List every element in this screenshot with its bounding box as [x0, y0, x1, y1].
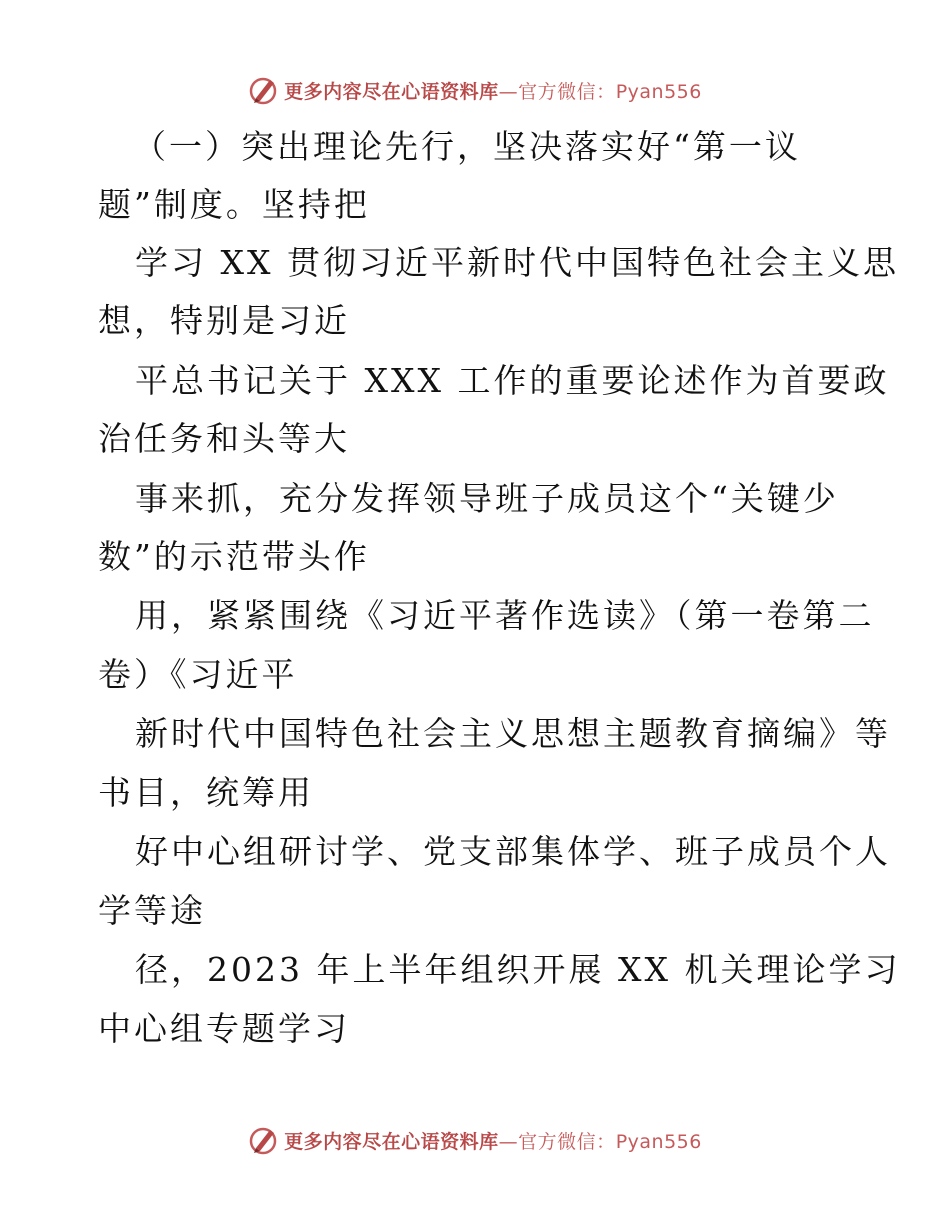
body-line: 卷）《习近平: [98, 655, 298, 694]
pen-logo-icon: [248, 74, 280, 106]
body-line: 新时代中国特色社会主义思想主题教育摘编》等: [135, 714, 891, 753]
header-watermark-banner: [0, 70, 950, 110]
body-line: 径，2023 年上半年组织开展 XX 机关理论学习: [135, 950, 901, 989]
body-line: 用，紧紧围绕《习近平著作选读》（第一卷第二: [135, 596, 875, 635]
footer-watermark-banner: [0, 1120, 950, 1160]
body-line: 中心组专题学习: [98, 1009, 350, 1048]
body-line: 题”制度。坚持把: [98, 185, 370, 224]
body-line: 学习 XX 贯彻习近平新时代中国特色社会主义思: [135, 243, 899, 282]
body-line: （一）突出理论先行，坚决落实好“第一议: [133, 127, 801, 166]
body-line: 数”的示范带头作: [98, 537, 370, 576]
body-line: 学等途: [98, 891, 206, 930]
body-line: 书目，统筹用: [98, 773, 314, 812]
body-line: 治任务和头等大: [98, 419, 350, 458]
body-line: 想，特别是习近: [98, 301, 350, 340]
watermark-text: 更多内容尽在心语资料库—官方微信：Pyan556: [284, 1130, 702, 1153]
body-line: 好中心组研讨学、党支部集体学、班子成员个人: [135, 832, 891, 871]
body-line: 事来抓，充分发挥领导班子成员这个“关键少: [135, 479, 839, 518]
pen-logo-icon: [248, 1124, 280, 1156]
body-line: 平总书记关于 XXX 工作的重要论述作为首要政: [135, 361, 890, 400]
watermark-text: 更多内容尽在心语资料库—官方微信：Pyan556: [284, 80, 702, 103]
